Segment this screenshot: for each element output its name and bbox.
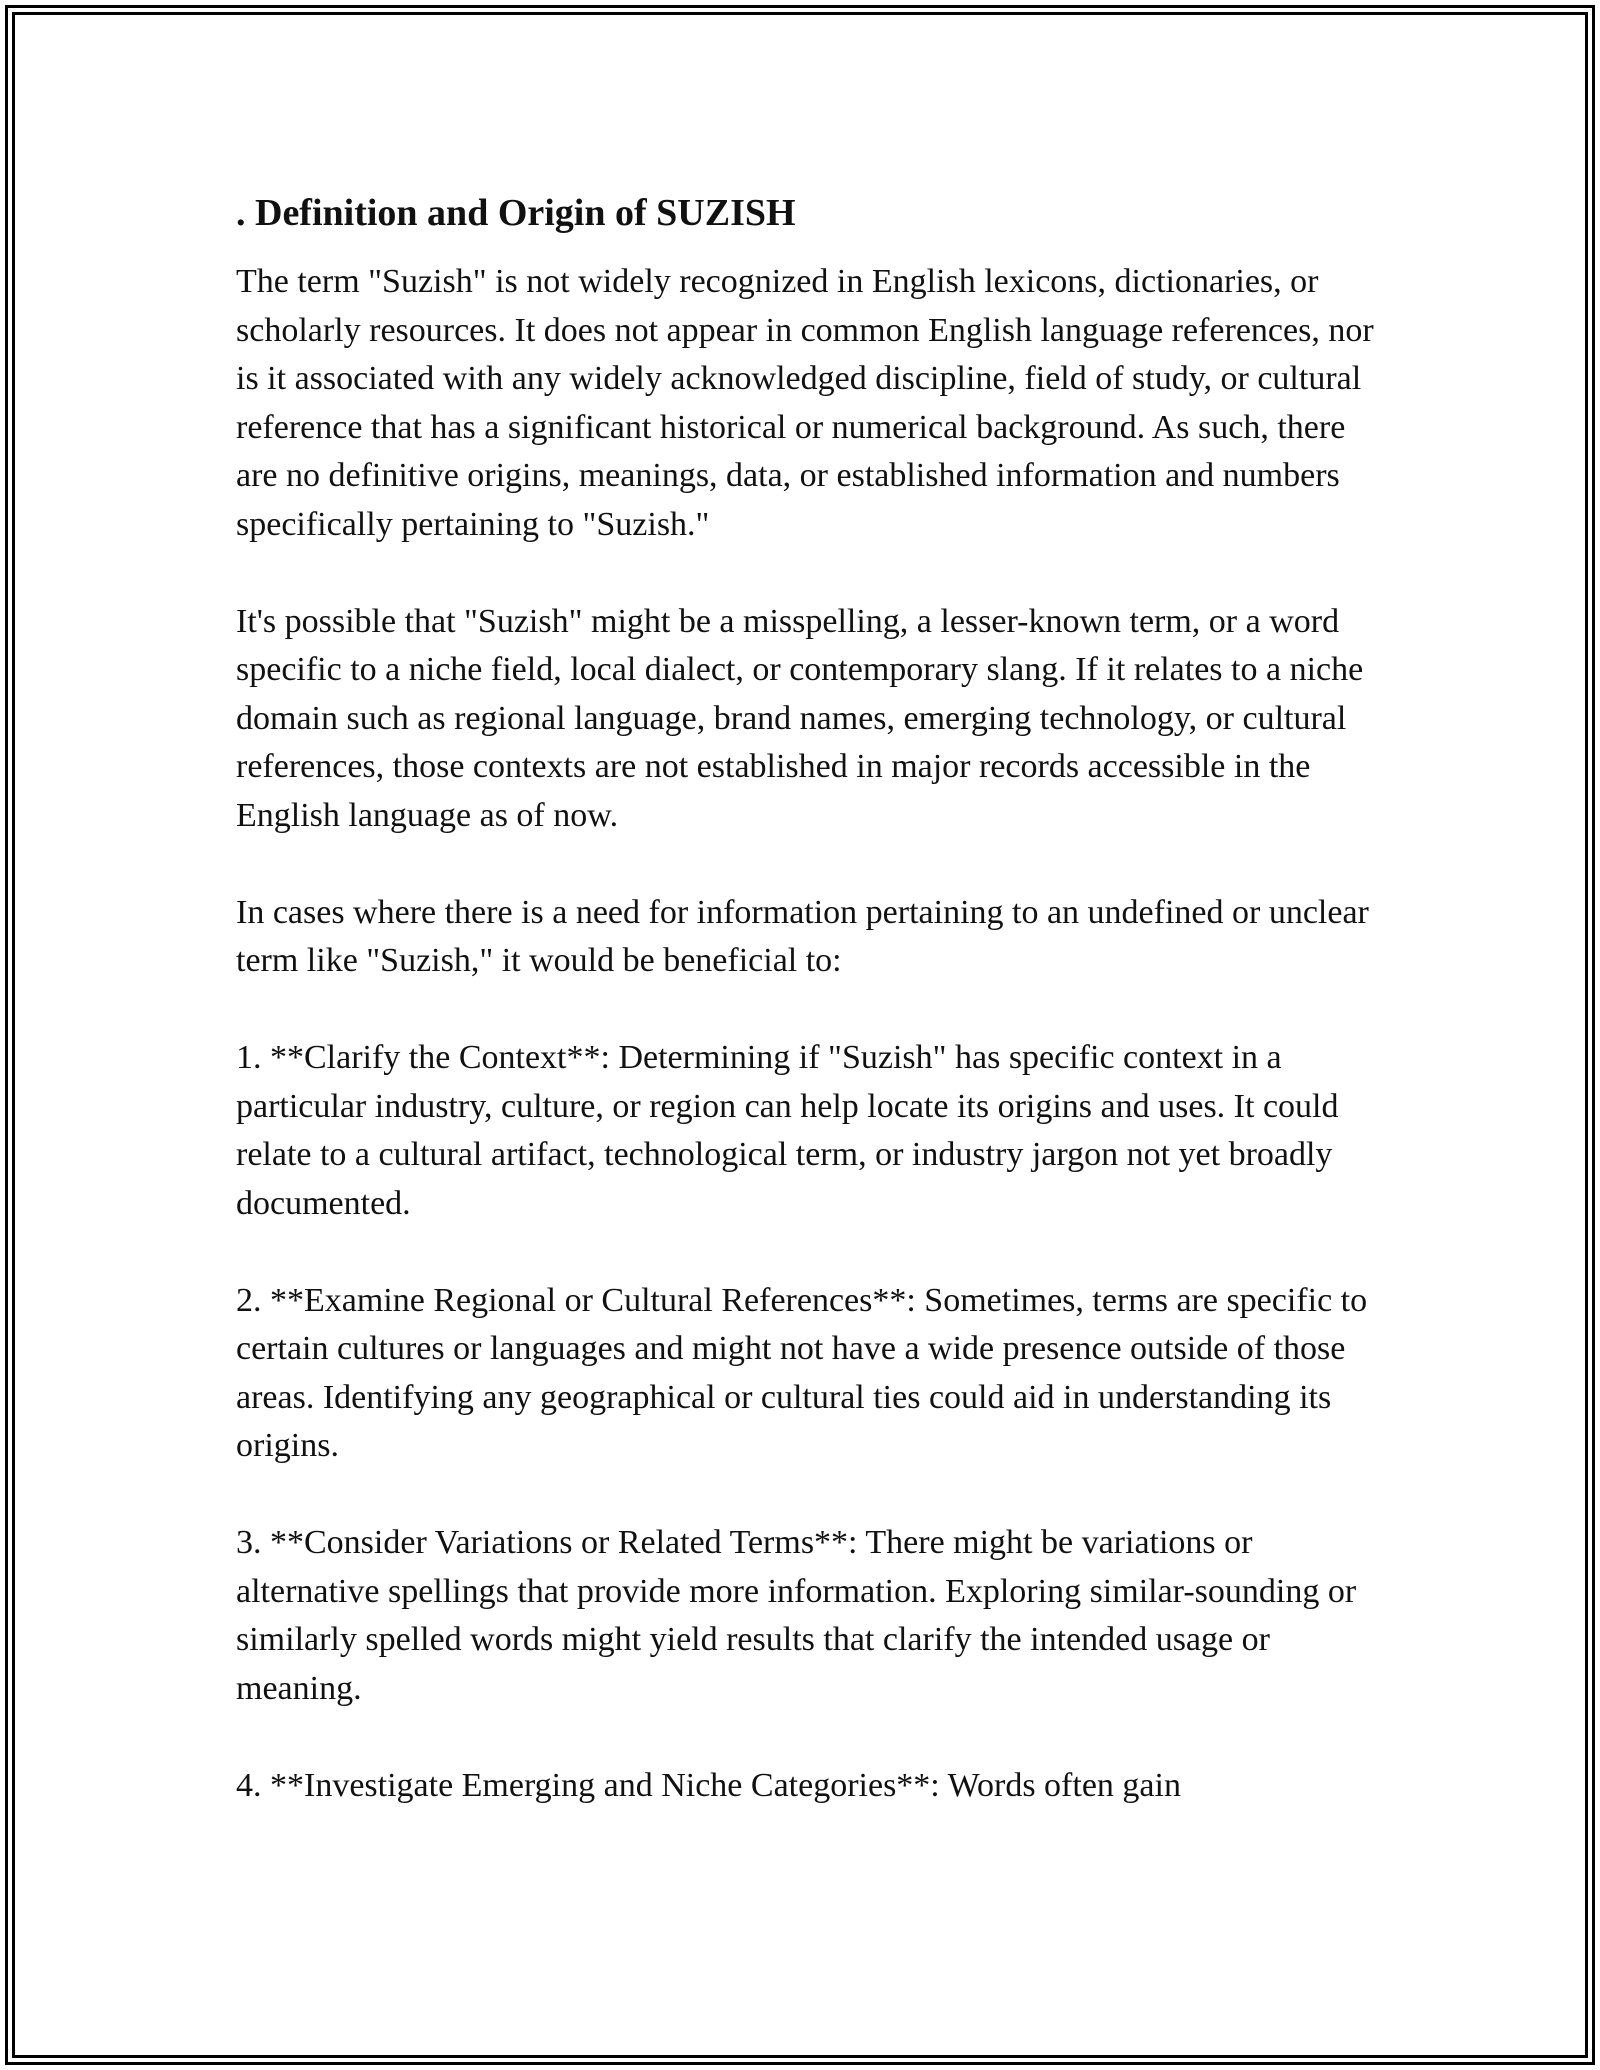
paragraph-intro: The term "Suzish" is not widely recognized in English lexicons, dictionaries, or scholarly resources. It does not appear in common English language references, nor is it associated with any widely acknowledged discipline, field of study, or cultural reference that has a significant historical or numerical background. As such, there are no definitive origins, meanings, data, or established information and numbers specifically pertaining to "Suzish.": [236, 263, 1374, 543]
list-item-clarify-context: 1. **Clarify the Context**: Determining if "Suzish" has specific context in a particular industry, culture, or region can help locate its origins and uses. It could relate to a cultural artifact, technological term, or industry jargon not yet broadly documented.: [236, 1039, 1339, 1222]
section-heading: . Definition and Origin of SUZISH: [236, 192, 796, 234]
paragraph-possibility: It's possible that "Suzish" might be a misspelling, a lesser-known term, or a word specific to a niche field, local dialect, or contemporary slang. If it relates to a niche domain such as regional language, brand names, emerging technology, or cultural references, those contexts are not established in major records accessible in the English language as of now.: [236, 602, 1364, 834]
list-item-regional-references: 2. **Examine Regional or Cultural References**: Sometimes, terms are specific to certain cultures or languages and might not have a wide presence outside of those areas. Identifying any geographical or cultural ties could aid in understanding its origins.: [236, 1281, 1368, 1464]
list-item-emerging-categories: 4. **Investigate Emerging and Niche Categories**: Words often gain: [236, 1766, 1181, 1804]
document-body: [236, 188, 1376, 1859]
list-item-variations: 3. **Consider Variations or Related Terms**: There might be variations or alternative spellings that provide more information. Exploring similar-sounding or similarly spelled words might yield results that clarify the intended usage or meaning.: [236, 1524, 1357, 1707]
paragraph-recommendation-lead: In cases where there is a need for information pertaining to an undefined or unclear term like "Suzish," it would be beneficial to:: [236, 893, 1369, 979]
